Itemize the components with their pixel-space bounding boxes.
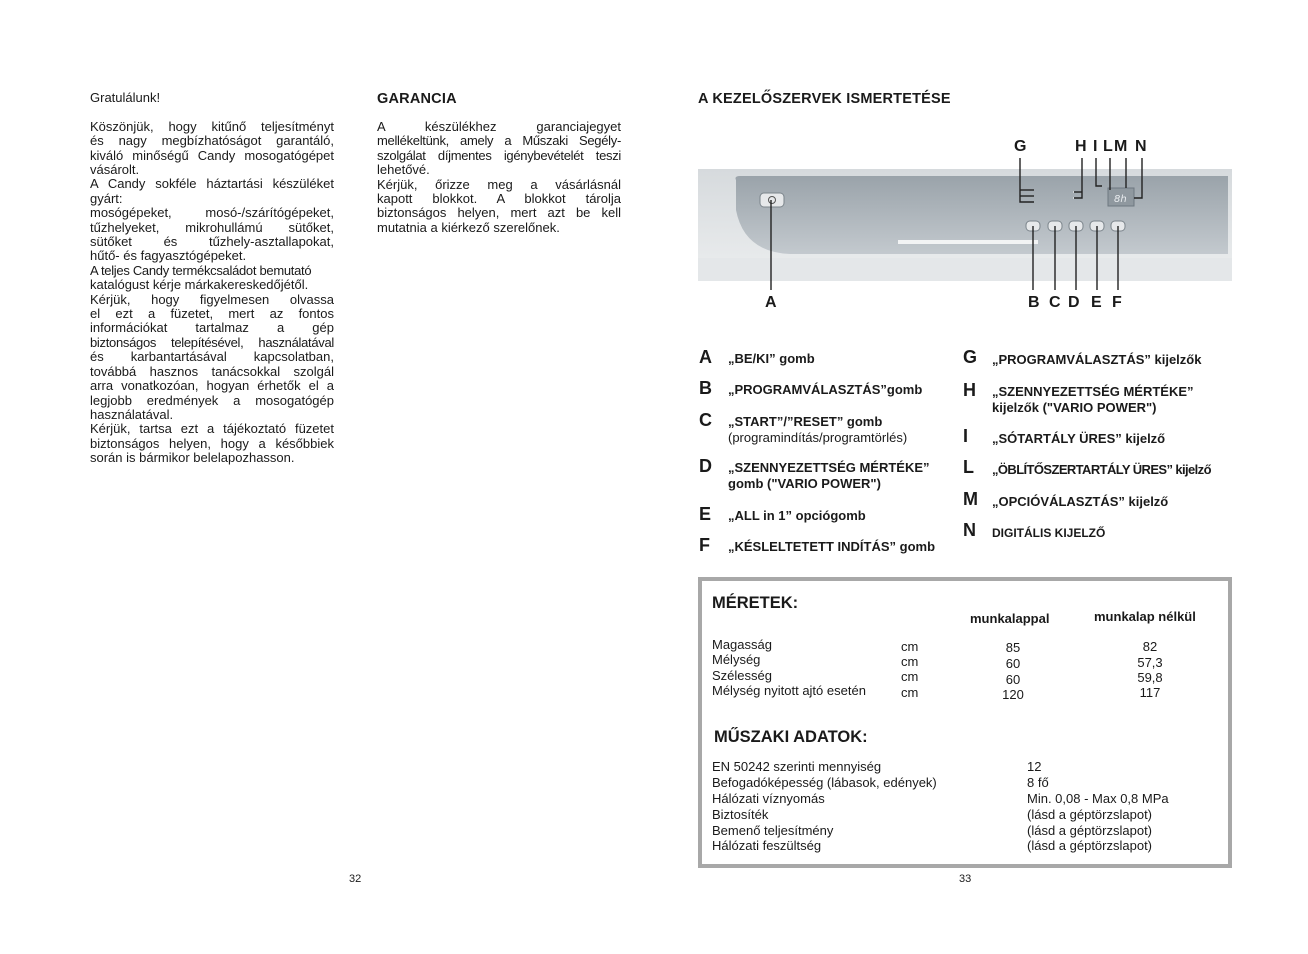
legend-letter: E	[699, 504, 712, 524]
label-f: F	[1112, 294, 1122, 311]
intro-line: gyárt:	[90, 190, 123, 206]
guarantee-line: lehetővé.	[377, 162, 430, 178]
intro-line: A Candy sokféle háztartási készüléket	[90, 176, 334, 192]
legend-text: „START”/”RESET” gomb (programindítás/programtörlés)	[728, 414, 908, 445]
intro-line: és nagy megbízhatóságot garantáló,	[90, 133, 334, 149]
label-h: H	[1075, 138, 1087, 155]
intro-line: Köszönjük, hogy kitűnő teljesítményt	[90, 118, 334, 134]
dimension-without-value: 57,3	[1137, 655, 1163, 670]
panel-lower	[698, 258, 1232, 281]
intro-line: tűzhelyeket, mikrohullámú sütőket,	[90, 219, 334, 235]
intro-text	[90, 91, 334, 466]
label-c: C	[1049, 294, 1061, 311]
legend-letter: F	[699, 535, 710, 555]
control-panel-illustration	[698, 140, 1232, 320]
legend-letter: A	[699, 347, 712, 367]
legend-letter: I	[963, 426, 969, 446]
legend-letter: B	[699, 378, 712, 398]
legend-letter: C	[699, 410, 712, 430]
dimension-without-value: 82	[1142, 639, 1158, 654]
intro-line: el ezt a füzetet, mert az fontos	[90, 306, 334, 322]
legend-letter: G	[963, 347, 978, 367]
intro-line: hűtő- és fagyasztógépeket.	[90, 248, 247, 264]
dimension-label: Mélység	[712, 652, 761, 667]
dimension-with-value: 60	[1005, 656, 1021, 671]
intro-line: biztonságos telepítésével, használatával	[90, 334, 334, 350]
panel-highlight	[898, 240, 1038, 244]
technical-label: Biztosíték	[712, 807, 769, 822]
dimension-unit: cm	[901, 685, 919, 700]
intro-line: arra vonatkozóan, hogyan érhetők el a	[90, 378, 334, 394]
label-n: N	[1135, 138, 1147, 155]
dimension-unit: cm	[901, 654, 919, 669]
dimension-unit: cm	[901, 669, 919, 684]
legend-letter: L	[963, 457, 974, 477]
legend-text: „ALL in 1” opciógomb	[728, 508, 866, 523]
page-number-right: 33	[959, 873, 972, 885]
intro-line: sütőket és tűzhely-asztallapokat,	[90, 234, 334, 250]
intro-line: katalógust kérje márkakereskedőjétől.	[90, 277, 309, 293]
intro-line: legjobb eredmények a mosogatógép	[90, 392, 334, 408]
technical-value: (lásd a géptörzslapot)	[1027, 807, 1153, 822]
intro-line: Kérjük, hogy figyelmesen olvassa	[90, 291, 334, 307]
dimension-label: Magasság	[712, 637, 772, 652]
intro-line: és karbantartásával kapcsolatban,	[90, 349, 334, 365]
technical-label: Bemenő teljesítmény	[712, 823, 834, 838]
technical-label: Befogadóképesség (lábasok, edények)	[712, 775, 937, 790]
intro-line: Gratulálunk!	[90, 90, 161, 105]
intro-line: kiváló minőségű Candy mosogatógépet	[90, 147, 334, 163]
dimension-unit: cm	[901, 639, 919, 654]
dimension-label: Mélység nyitott ajtó esetén	[712, 683, 866, 698]
guarantee-line: Kérjük, őrizze meg a vásárlásnál	[377, 176, 621, 192]
legend-text: „SZENNYEZETTSÉG MÉRTÉKE” kijelzők ("VARIO POWER")	[992, 384, 1194, 415]
legend-letter: D	[699, 456, 712, 476]
legend-text: „KÉSLELTETETT INDÍTÁS” gomb	[728, 539, 936, 554]
intro-line: Kérjük, tartsa ezt a tájékoztató füzetet	[90, 421, 334, 437]
guarantee-line: biztonságos helyen, mert azt be kell	[377, 205, 621, 221]
legend-text: DIGITÁLIS KIJELZŐ	[992, 526, 1106, 540]
label-i: I	[1093, 138, 1098, 155]
intro-line: használatával.	[90, 406, 174, 422]
intro-line: A teljes Candy termékcsaládot bemutató	[90, 262, 312, 278]
dimension-without-value: 59,8	[1137, 670, 1163, 685]
page-number-left: 32	[349, 873, 362, 885]
legend-text: „PROGRAMVÁLASZTÁS”gomb	[728, 382, 923, 397]
dimensions-title: MÉRETEK:	[712, 594, 799, 612]
column-without-worktop: munkalap nélkül	[1094, 609, 1196, 624]
legend-text: „OPCIÓVÁLASZTÁS” kijelző	[992, 494, 1169, 509]
intro-line: mosógépeket, mosó-/szárítógépeket,	[90, 205, 334, 221]
label-e: E	[1091, 294, 1102, 311]
legend-text: „PROGRAMVÁLASZTÁS” kijelzők	[992, 352, 1202, 367]
intro-line: továbbá hasznos tanácsokkal szolgál	[90, 363, 334, 379]
intro-line: biztonságos helyen, hogy a későbbiek	[90, 435, 334, 451]
guarantee-line: szolgálat díjmentes igénybevételét teszi	[377, 147, 621, 163]
legend-text: „SÓTARTÁLY ÜRES” kijelző	[992, 431, 1166, 446]
intro-line: vásárolt.	[90, 162, 140, 178]
control-panel-drawing	[698, 140, 1232, 320]
technical-value: Min. 0,08 - Max 0,8 MPa	[1027, 791, 1169, 806]
guarantee-heading: GARANCIA	[377, 91, 457, 107]
technical-label: EN 50242 szerinti mennyiség	[712, 759, 882, 774]
legend-text: „BE/KI” gomb	[728, 351, 815, 366]
technical-title: MŰSZAKI ADATOK:	[714, 728, 868, 746]
label-a: A	[765, 294, 777, 311]
legend-letter: M	[963, 489, 978, 509]
dimension-with-value: 120	[1002, 687, 1024, 702]
digital-display-text: 8h	[1114, 194, 1127, 205]
legend-letter: N	[963, 520, 976, 540]
technical-label: Hálózati víznyomás	[712, 791, 825, 806]
specifications-box	[698, 577, 1232, 868]
dimension-label: Szélesség	[712, 668, 772, 683]
technical-value: 12	[1027, 759, 1042, 774]
guarantee-text	[377, 120, 621, 235]
intro-line: információkat tartalmaz a gép	[90, 320, 334, 336]
technical-label: Hálózati feszültség	[712, 838, 822, 853]
label-m: M	[1114, 138, 1128, 155]
label-d: D	[1068, 294, 1080, 311]
dimension-with-value: 85	[1005, 640, 1021, 655]
intro-line: során is bármikor belelapozhasson.	[90, 450, 295, 466]
legend-text: „SZENNYEZETTSÉG MÉRTÉKE” gomb ("VARIO POWER")	[728, 460, 930, 491]
label-b: B	[1028, 294, 1040, 311]
intro-line	[90, 105, 334, 119]
column-with-worktop: munkalappal	[970, 611, 1050, 626]
guarantee-line: A készülékhez garanciajegyet	[377, 119, 621, 134]
dimension-without-value: 117	[1139, 685, 1161, 700]
legend-text: „ÖBLÍTŐSZERTARTÁLY ÜRES” kijelző	[992, 462, 1211, 477]
technical-value: 8 fő	[1027, 775, 1049, 790]
guarantee-line: mutatnia a kiérkező szerelőnek.	[377, 219, 560, 235]
technical-value: (lásd a géptörzslapot)	[1027, 838, 1153, 853]
dimension-with-value: 60	[1005, 672, 1021, 687]
legend-letter: H	[963, 380, 976, 400]
guarantee-line: kapott blokkot. A blokkot tárolja	[377, 191, 621, 207]
technical-value: (lásd a géptörzslapot)	[1027, 823, 1153, 838]
guarantee-line: mellékeltünk, amely a Műszaki Segély-	[377, 133, 621, 149]
onoff-button-shape	[760, 193, 784, 207]
label-g: G	[1014, 138, 1027, 155]
controls-heading: A KEZELŐSZERVEK ISMERTETÉSE	[698, 91, 951, 107]
label-l: L	[1103, 138, 1113, 155]
